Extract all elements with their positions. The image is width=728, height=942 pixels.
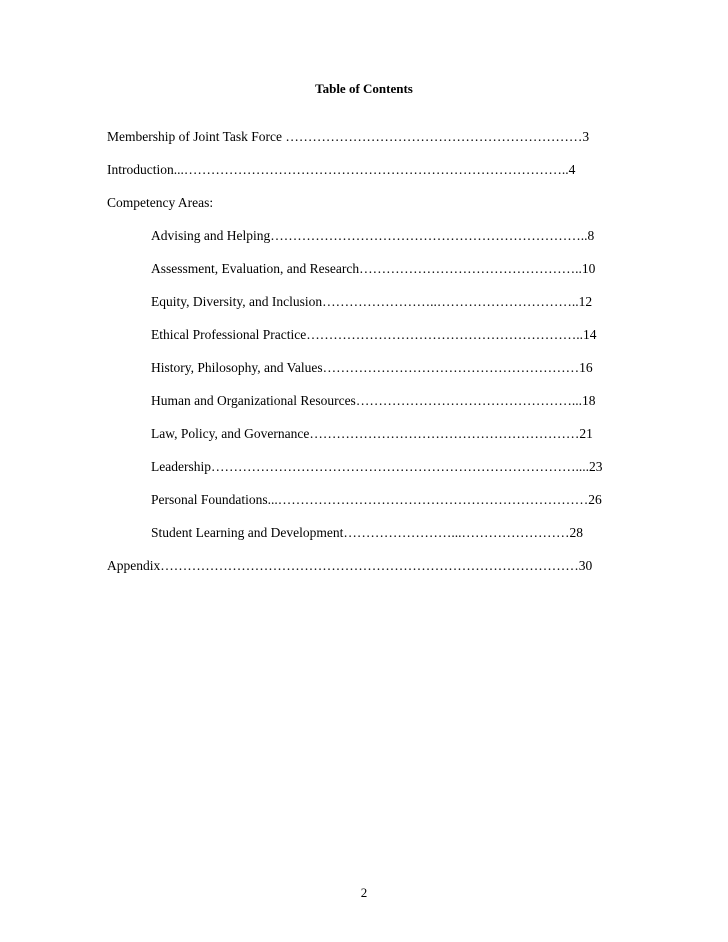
toc-entry-history-philosophy: History, Philosophy, and Values…………………………………………………16: [151, 360, 593, 375]
toc-entry-introduction: Introduction...…………………………………………………………………………..4: [107, 162, 576, 177]
page-number: 2: [360, 885, 368, 900]
toc-entry-leadership: Leadership………………………………………………………………………....23: [151, 459, 603, 474]
toc-entry-membership: Membership of Joint Task Force …………………………………………………………3: [107, 129, 590, 144]
toc-entry-law-policy: Law, Policy, and Governance……………………………………………………21: [151, 426, 593, 441]
toc-entry-human-resources: Human and Organizational Resources…………………………………………...18: [151, 393, 596, 408]
toc-entry-ethical-practice: Ethical Professional Practice……………………………………………………..14: [151, 327, 597, 342]
toc-entry-personal-foundations: Personal Foundations...……………………………………………………………26: [151, 492, 602, 507]
toc-heading: Table of Contents: [315, 81, 413, 96]
toc-entry-advising-helping: Advising and Helping……………………………………………………………..8: [151, 228, 595, 243]
toc-section-competency-areas: Competency Areas:: [107, 195, 214, 210]
toc-entry-equity-diversity: Equity, Diversity, and Inclusion……………………..…………………………..12: [151, 294, 593, 309]
toc-entry-appendix: Appendix…………………………………………………………………………………30: [107, 558, 593, 573]
toc-entry-assessment: Assessment, Evaluation, and Research…………………………………………..10: [151, 261, 596, 276]
toc-entry-student-learning: Student Learning and Development……………………...……………………28: [151, 525, 583, 540]
